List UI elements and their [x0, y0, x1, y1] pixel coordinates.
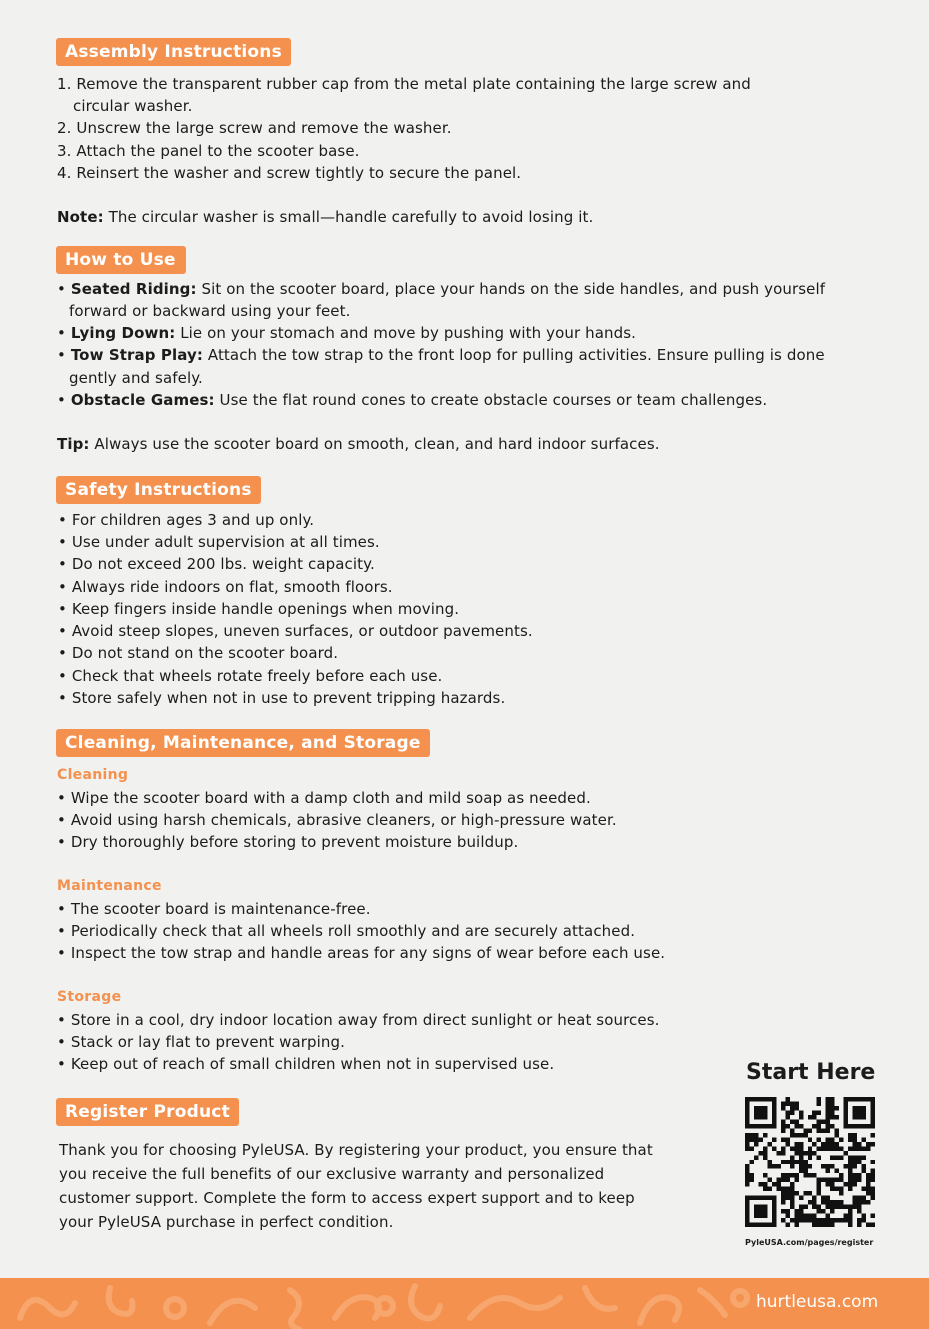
safety-item: • Avoid steep slopes, uneven surfaces, or outdoor pavements. — [58, 622, 533, 640]
maintenance-item: • Periodically check that all wheels roll smoothly and are securely attached. — [57, 922, 636, 940]
assembly-step-3: 3. Attach the panel to the scooter base. — [57, 142, 360, 160]
how-item-seated: • Seated Riding: Sit on the scooter board, place your hands on the side handles, and push yourself — [57, 280, 826, 298]
note-label: Note: — [57, 208, 104, 226]
how-item-lying: • Lying Down: Lie on your stomach and move by pushing with your hands. — [57, 324, 636, 342]
qr-code-icon[interactable] — [745, 1097, 875, 1227]
how-item-text: Lie on your stomach and move by pushing with your hands. — [175, 324, 636, 342]
register-paragraph-line: your PyleUSA purchase in perfect condition. — [59, 1213, 394, 1231]
how-item-label: Seated Riding: — [70, 280, 197, 298]
safety-heading: Safety Instructions — [56, 476, 261, 504]
cleaning-item: • Wipe the scooter board with a damp cloth and mild soap as needed. — [57, 789, 591, 807]
storage-item: • Keep out of reach of small children when not in supervised use. — [57, 1055, 555, 1073]
assembly-step-4: 4. Reinsert the washer and screw tightly to secure the panel. — [57, 164, 522, 182]
safety-item: • Do not exceed 200 lbs. weight capacity. — [58, 555, 375, 573]
safety-item: • Use under adult supervision at all times. — [58, 533, 380, 551]
how-item-text: Use the flat round cones to create obstacle courses or team challenges. — [214, 391, 768, 409]
maintenance-item: • The scooter board is maintenance-free. — [57, 900, 371, 918]
how-item-seated-cont: forward or backward using your feet. — [69, 302, 351, 320]
safety-item: • Store safely when not in use to prevent tripping hazards. — [58, 689, 506, 707]
qr-title: Start Here — [746, 1060, 876, 1085]
tip-text: Always use the scooter board on smooth, clean, and hard indoor surfaces. — [89, 435, 660, 453]
footer-bar — [0, 1278, 929, 1329]
how-item-text: Attach the tow strap to the front loop for pulling activities. Ensure pulling is done — [202, 346, 825, 364]
how-item-label: Tow Strap Play: — [70, 346, 203, 364]
safety-item: • Do not stand on the scooter board. — [58, 644, 339, 662]
assembly-step-1-cont: circular washer. — [73, 97, 193, 115]
register-paragraph-line: you receive the full benefits of our exclusive warranty and personalized — [59, 1165, 605, 1183]
how-to-use-heading: How to Use — [56, 246, 186, 274]
cleaning-item: • Dry thoroughly before storing to prevent moisture buildup. — [57, 833, 519, 851]
footer-site-link[interactable]: hurtleusa.com — [756, 1292, 879, 1312]
tip-label: Tip: — [57, 435, 90, 453]
safety-item: • For children ages 3 and up only. — [58, 511, 315, 529]
how-item-label: Obstacle Games: — [70, 391, 215, 409]
maintenance-item: • Inspect the tow strap and handle areas for any signs of wear before each use. — [57, 944, 666, 962]
note-text: The circular washer is small—handle carefully to avoid losing it. — [103, 208, 594, 226]
how-item-tow: • Tow Strap Play: Attach the tow strap to the front loop for pulling activities. Ensure pulling is done — [57, 346, 825, 364]
safety-item: • Keep fingers inside handle openings when moving. — [58, 600, 460, 618]
maintenance-subheading: Maintenance — [57, 878, 162, 894]
storage-item: • Stack or lay flat to prevent warping. — [57, 1033, 346, 1051]
cleaning-subheading: Cleaning — [57, 767, 129, 783]
assembly-note — [57, 206, 593, 228]
how-item-text: Sit on the scooter board, place your hands on the side handles, and push yourself — [196, 280, 826, 298]
how-tip — [57, 433, 660, 455]
assembly-step-2: 2. Unscrew the large screw and remove the washer. — [57, 119, 452, 137]
safety-item: • Always ride indoors on flat, smooth floors. — [58, 578, 393, 596]
storage-subheading: Storage — [57, 989, 122, 1005]
cleaning-item: • Avoid using harsh chemicals, abrasive cleaners, or high-pressure water. — [57, 811, 617, 829]
safety-item: • Check that wheels rotate freely before each use. — [58, 667, 443, 685]
assembly-heading: Assembly Instructions — [56, 38, 291, 66]
register-paragraph-line: Thank you for choosing PyleUSA. By registering your product, you ensure that — [59, 1141, 653, 1159]
register-heading: Register Product — [56, 1098, 239, 1126]
storage-item: • Store in a cool, dry indoor location away from direct sunlight or heat sources. — [57, 1011, 660, 1029]
how-item-label: Lying Down: — [70, 324, 176, 342]
care-heading: Cleaning, Maintenance, and Storage — [56, 729, 430, 757]
qr-url[interactable]: PyleUSA.com/pages/register — [745, 1238, 874, 1247]
how-item-tow-cont: gently and safely. — [69, 369, 203, 387]
how-item-obstacle: • Obstacle Games: Use the flat round cones to create obstacle courses or team challenges. — [57, 391, 768, 409]
register-paragraph-line: customer support. Complete the form to access expert support and to keep — [59, 1189, 635, 1207]
assembly-step-1: 1. Remove the transparent rubber cap from the metal plate containing the large screw and — [57, 75, 751, 93]
